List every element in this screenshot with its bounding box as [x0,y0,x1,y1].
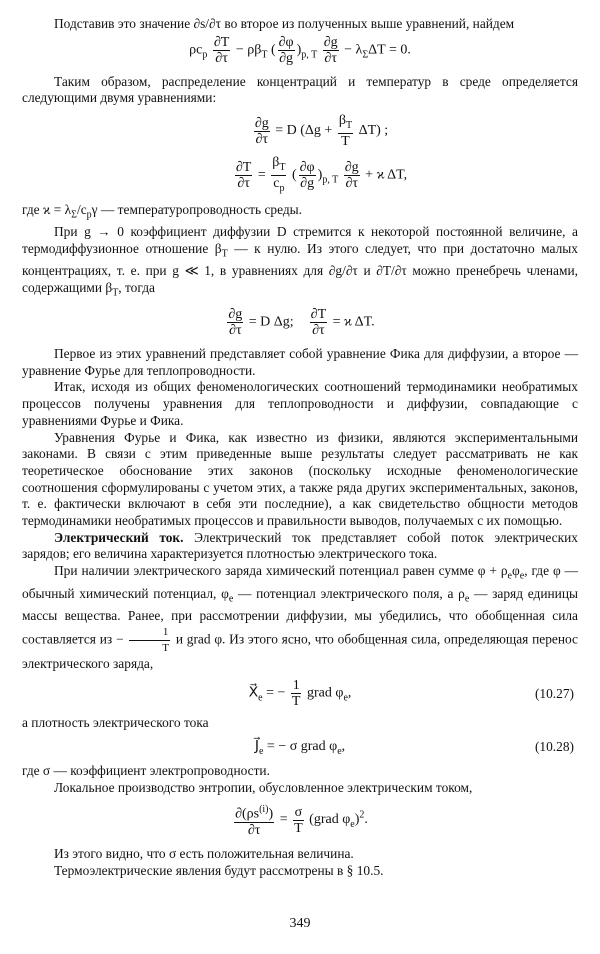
paragraph-intro: Подставив это значение ∂s/∂τ во второе из полученных выше уравнений, найдем [54,16,515,31]
paragraph-conductivity: где σ — коэффициент электропроводности. [22,762,270,778]
paragraph-electric-current: Электрический ток. Электрический ток представляет собой поток электрических зарядов; его величина характеризуется плотностью электрического тока. [22,529,578,562]
equation-number-10-28: (10.28) [534,739,574,755]
equation-entropy-substituted: $\rho c_p$ $\frac{\partial T}{\partial\tau}$ − $\rho\beta_T$ ( $\frac{\partial\varphi}{\partial g}$ )$_{p, T}$ $\frac{\partial g}{\partial\tau}$ − $\lambda_\Sigma\Delta T = 0$. [189,34,411,66]
paragraph-chemical-potential: При наличии электрического заряда химический потенциал равен сумме $\varphi + \rho_e\varphi_e$, где φ — обычный химический потенциал, $\varphi_e$ — потенциал электрического поля, а $\rho_e$ — заряд единицы массы вещества. Ранее, при рассмотрении диффузии, мы убедились, что обобщенная сила составляется из − $\frac{1}{T}$ и grad φ. Из этого ясно, что обобщенная сила, определяющая перенос электрического заряда, [22,563,579,671]
paragraph-system-intro: Таким образом, распределение концентраций и температур в среде определяется следующими двумя уравнениями: [22,73,578,106]
paragraph-thermal-diffusivity: где $ϰ = \lambda_\Sigma/c_p\gamma$ — температуропроводность среды. [22,201,303,221]
equation-number-10-27: (10.27) [534,685,574,701]
page-number: 349 [289,916,311,931]
paragraph-entropy-production: Локальное производство энтропии, обусловленное электрическим током, [54,779,473,795]
equation-10-28: $J⃗_e$ = − σ grad $\varphi_e$, (10.28) [254,739,574,757]
equation-fick-fourier: $\frac{\partial g}{\partial\tau}$ = D Δg; $\frac{\partial T}{\partial\tau}$ = ϰ ΔT. [228,307,375,339]
equation-entropy-production: $\frac{\partial(\rho s^{(i)})}{\partial\tau}$ = $\frac{\sigma}{T}$ (grad $\varphi_e)^2$. [235,804,368,838]
equation-diffusion-full: $\frac{\partial g}{\partial\tau}$ = D (Δg + $\frac{\beta_T}{T}$ ΔT) ; [254,113,389,149]
section-heading-electric-current: Электрический ток. [54,529,184,545]
paragraph-experimental-laws: Уравнения Фурье и Фика, как известно из физики, являются экспериментальными законами. В связи с этим приведенные выше результаты следует рассматривать не как теоретическое обоснование этих законов (поскольку исходные феноменологические соотношения сформулированы с учетом этих, а также ряда других экспериментальных, законов, т. е. фактически включают в себя эти последние), а как свидетельство общности методов термодинамики необратимых процессов и правильности выводов, получаемых с их помощью. [22,429,578,529]
equation-10-27: $X⃗_e$ = − $\frac{1}{T}$ grad $\varphi_e$, (10.27) [248,678,574,710]
paragraph-current-density: а плотность электрического тока [22,715,209,731]
paragraph-low-concentration: При g → 0 коэффициент диффузии D стремится к некоторой постоянной величине, а термодиффузионное отношение $\beta_T$ — к нулю. Из этого следует, что при достаточно малых концентрациях, т. е. при g ≪ 1, в уравнениях для ∂g/∂τ и ∂T/∂τ можно пренебречь членами, содержащими $\beta_T$, тогда [22,223,578,299]
paragraph-summary: Итак, исходя из общих феноменологических соотношений термодинамики необратимых процессов получены уравнения для теплопроводности и диффузии, совпадающие с уравнениями Фурье и Фика. [22,379,578,428]
paragraph-thermoelectric: Термоэлектрические явления будут рассмотрены в § 10.5. [54,862,384,878]
paragraph-sigma-positive: Из этого видно, что σ есть положительная величина. [54,845,354,861]
page-content [22,16,578,879]
equation-heat-full: $\frac{\partial T}{\partial\tau}$ = $\frac{\beta_T}{c_p}$ ( $\frac{\partial\varphi}{\partial g}$ )$_{p, T}$ $\frac{\partial g}{\partial\tau}$ + ϰ ΔT, [235,154,408,194]
paragraph-fick-fourier: Первое из этих уравнений представляет собой уравнение Фика для диффузии, а второе — уравнение Фурье для теплопроводности. [22,346,578,378]
